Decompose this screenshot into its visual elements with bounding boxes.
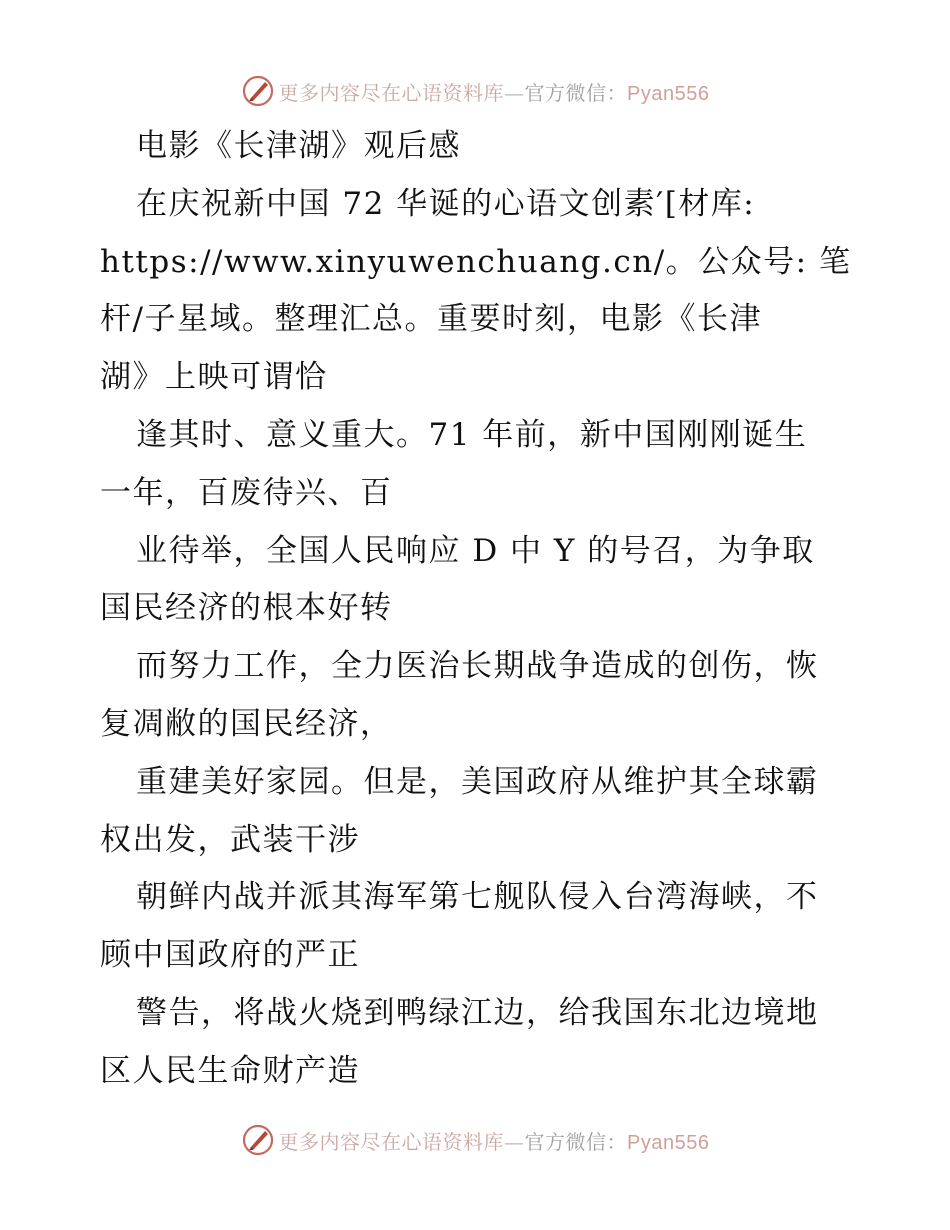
site-text: 更多内容尽在心语资料库 [278, 1129, 505, 1154]
header-watermark-banner [0, 69, 950, 113]
text-line: 而努力工作，全力医治长期战争造成的创伤，恢 [136, 648, 819, 685]
document-title: 电影《长津湖》观后感 [136, 128, 461, 164]
document-body [100, 118, 860, 1101]
text-line: 顾中国政府的严正 [100, 937, 360, 974]
text-line: 在庆祝新中国 72 华诞的心语文创素′[材库: [136, 185, 756, 222]
text-line: 一年，百废待兴、百 [100, 474, 393, 511]
site-text: 更多内容尽在心语资料库 [278, 80, 505, 105]
banner-separator: — [504, 1129, 525, 1154]
text-line: 湖》上映可谓恰 [100, 359, 328, 396]
text-line: 权出发，武装干涉 [100, 821, 360, 858]
text-line: 国民经济的根本好转 [100, 590, 393, 627]
footer-banner-text [279, 1126, 710, 1155]
wechat-handle: Pyan556 [627, 1131, 710, 1154]
text-line: 业待举，全国人民响应 D 中 Y 的号召，为争取 [136, 532, 815, 569]
text-line: 逢其时、意义重大。71 年前，新中国刚刚诞生 [136, 416, 808, 453]
text-line: 区人民生命财产造 [100, 1052, 360, 1089]
header-banner-text [279, 77, 710, 106]
text-line: https://www.xinyuwenchuang.cn/。公众号: 笔 [100, 243, 852, 280]
quill-pen-logo-icon [241, 74, 275, 108]
text-line: 警告，将战火烧到鸭绿江边，给我国东北边境地 [136, 994, 819, 1031]
text-line: 重建美好家园。但是，美国政府从维护其全球霸 [136, 763, 819, 800]
text-line: 复凋敝的国民经济， [100, 705, 393, 742]
contact-label: 官方微信： [524, 1129, 628, 1154]
footer-watermark-banner [0, 1118, 950, 1162]
text-line: 朝鲜内战并派其海军第七舰队侵入台湾海峡，不 [136, 879, 819, 916]
contact-label: 官方微信： [524, 80, 628, 105]
wechat-handle: Pyan556 [627, 82, 710, 105]
banner-separator: — [504, 80, 525, 105]
quill-pen-logo-icon [241, 1123, 275, 1157]
text-line: 杆/子星域。整理汇总。重要时刻，电影《长津 [100, 301, 762, 338]
